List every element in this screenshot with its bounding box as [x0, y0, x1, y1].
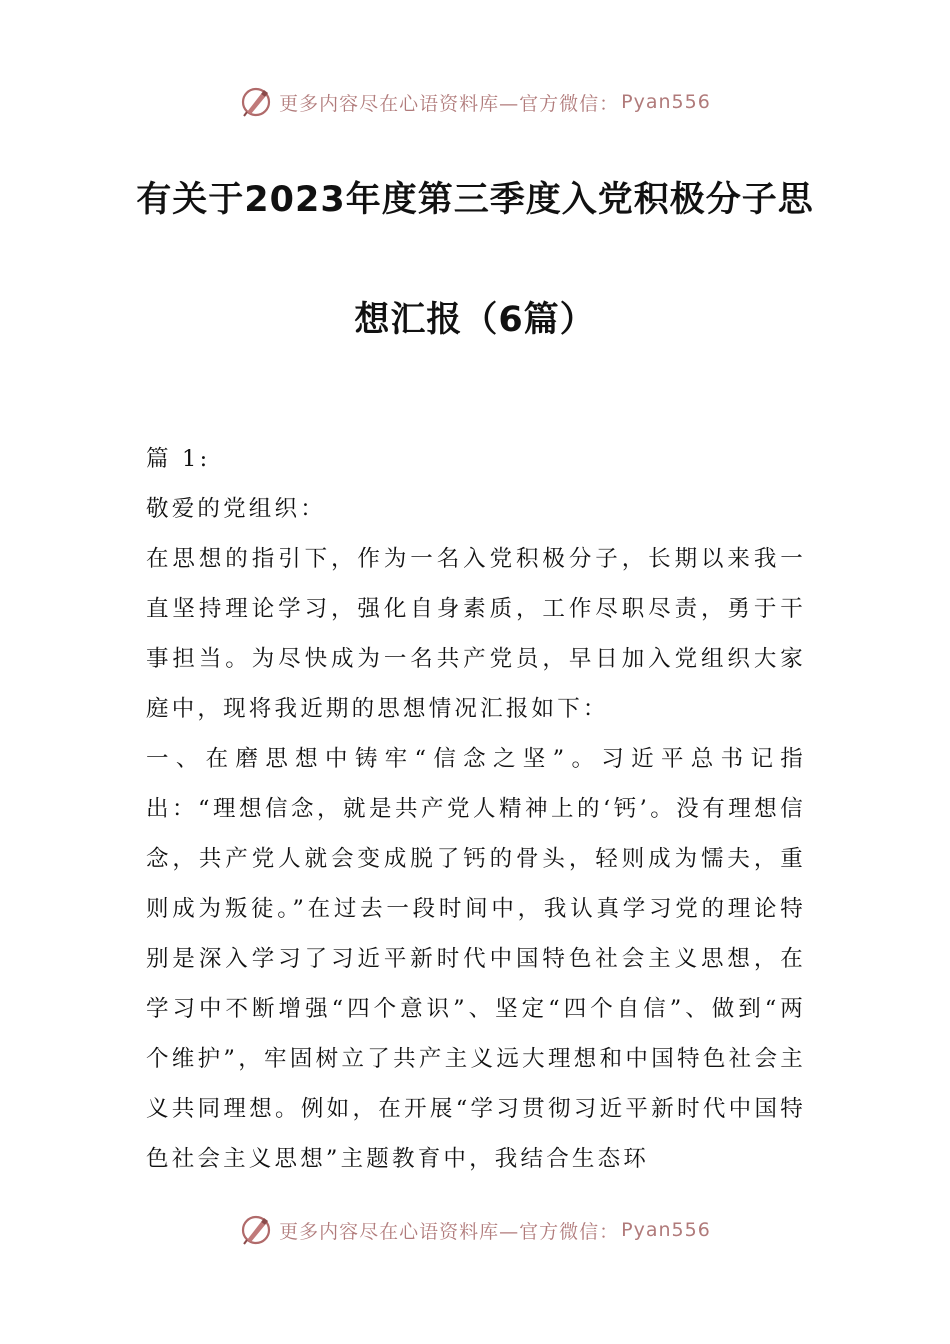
pen-nib-logo-icon [239, 1213, 273, 1247]
pen-nib-logo-icon [239, 85, 273, 119]
document-title-line-2: 想汇报（6篇） [354, 300, 596, 340]
document-title-line-1: 有关于2023年度第三季度入党积极分子思 [136, 180, 814, 220]
document-body [146, 434, 806, 1184]
watermark-text: 更多内容尽在心语资料库—官方微信： [279, 92, 620, 115]
watermark-banner-bottom [0, 1210, 950, 1250]
paragraph-section-one: 一、在磨思想中铸牢“信念之坚”。习近平总书记指出：“理想信念，就是共产党人精神上的‘钙’。没有理想信念，共产党人就会变成脱了钙的骨头，轻则成为懦夫，重则成为叛徒。”在过去一段时间中，我认真学习党的理论特别是深入学习了习近平新时代中国特色社会主义思想，在学习中不断增强“四个意识”、坚定“四个自信”、做到“两个维护”，牢固树立了共产主义远大理想和中国特色社会主义共同理想。例如，在开展“学习贯彻习近平新时代中国特色社会主义思想”主题教育中，我结合生态环 [146, 746, 806, 1172]
watermark-wechat-id: Pyan556 [621, 1219, 711, 1241]
paragraph-intro: 在思想的指引下，作为一名入党积极分子，长期以来我一直坚持理论学习，强化自身素质，工作尽职尽责，勇于干事担当。为尽快成为一名共产党员，早日加入党组织大家庭中，现将我近期的思想情况汇报如下： [146, 546, 806, 722]
watermark-banner-top [0, 82, 950, 122]
watermark-wechat-id: Pyan556 [621, 91, 711, 113]
salutation: 敬爱的党组织： [146, 496, 326, 522]
watermark-text: 更多内容尽在心语资料库—官方微信： [279, 1220, 620, 1243]
section-label: 篇 1: [146, 446, 211, 472]
